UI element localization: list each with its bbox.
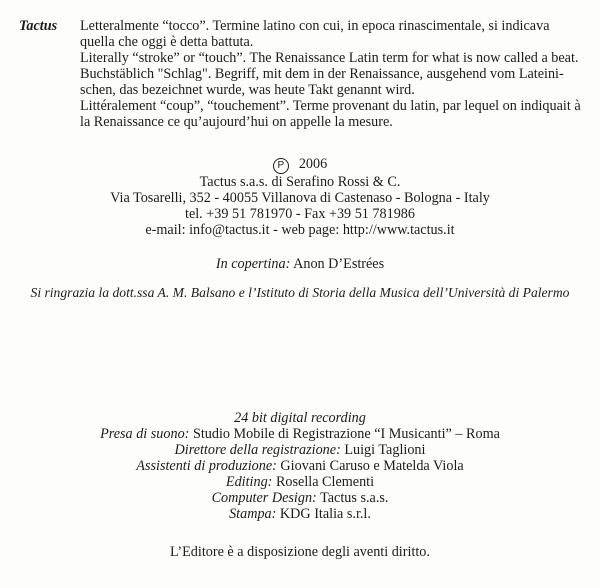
cover-label: In copertina: bbox=[215, 256, 291, 272]
credit-line bbox=[0, 490, 600, 506]
credit-value: Studio Mobile di Registrazione “I Musicanti” – Roma bbox=[192, 426, 500, 442]
credit-label: Stampa: bbox=[229, 506, 277, 522]
recording-note: 24 bit digital recording bbox=[234, 410, 366, 426]
publisher-address: Via Tosarelli, 352 - 40055 Villanova di Castenaso - Bologna - Italy bbox=[110, 190, 490, 206]
credit-label: Direttore della registrazione: bbox=[174, 442, 341, 458]
acknowledgement: Si ringrazia la dott.ssa A. M. Balsano e l’Istituto di Storia della Musica dell’Università di Palermo bbox=[30, 285, 570, 300]
publisher-phone: tel. +39 51 781970 - Fax +39 51 781986 bbox=[185, 206, 415, 222]
credit-label: Editing: bbox=[225, 474, 273, 490]
production-credits bbox=[0, 410, 600, 522]
credit-value: Rosella Clementi bbox=[275, 474, 375, 490]
definition-line: Literally “stroke” or “touch”. The Renaissance Latin term for what is now called a beat. bbox=[80, 50, 579, 66]
definition-line: Littéralement “coup”, “touchement”. Terme provenant du latin, par lequel on indiquait à bbox=[80, 98, 581, 114]
rights-notice: L’Editore è a disposizione degli aventi diritto. bbox=[170, 544, 430, 560]
definition-line: quella che oggi è detta battuta. bbox=[80, 34, 254, 50]
credit-value: Luigi Taglioni bbox=[344, 442, 426, 458]
credit-value: Tactus s.a.s. bbox=[320, 490, 389, 506]
definition-line: Buchstäblich "Schlag". Begriff, mit dem in der Renaissance, ausgehend vom Lateini- bbox=[80, 66, 564, 82]
cover-credit bbox=[0, 256, 600, 272]
credit-label: Computer Design: bbox=[211, 490, 317, 506]
definition-term: Tactus bbox=[19, 18, 58, 34]
credit-line bbox=[0, 458, 600, 474]
copyright-year: 2006 bbox=[298, 156, 328, 172]
publisher-name: Tactus s.a.s. di Serafino Rossi & C. bbox=[199, 174, 401, 190]
definition-line: Letteralmente “tocco”. Termine latino con cui, in epoca rinascimentale, si indicava bbox=[80, 18, 550, 34]
definition-line: la Renaissance ce qu’aujourd’hui on appelle la mesure. bbox=[80, 114, 393, 130]
credit-line bbox=[0, 426, 600, 442]
credit-line bbox=[0, 506, 600, 522]
credit-line bbox=[0, 442, 600, 458]
phonogram-icon: P bbox=[273, 158, 289, 174]
credit-line bbox=[0, 474, 600, 490]
copyright-line bbox=[0, 156, 600, 174]
credit-label: Assistenti di produzione: bbox=[136, 458, 277, 474]
credit-label: Presa di suono: bbox=[100, 426, 190, 442]
credit-value: Giovani Caruso e Matelda Viola bbox=[280, 458, 464, 474]
publisher-info bbox=[0, 156, 600, 238]
cover-value: Anon D’Estrées bbox=[293, 256, 385, 272]
definition-line: schen, das bezeichnet wurde, was heute Takt genannt wird. bbox=[80, 82, 415, 98]
credit-value: KDG Italia s.r.l. bbox=[279, 506, 371, 522]
definition-text bbox=[80, 18, 590, 130]
publisher-web: e-mail: info@tactus.it - web page: http://www.tactus.it bbox=[145, 222, 455, 238]
